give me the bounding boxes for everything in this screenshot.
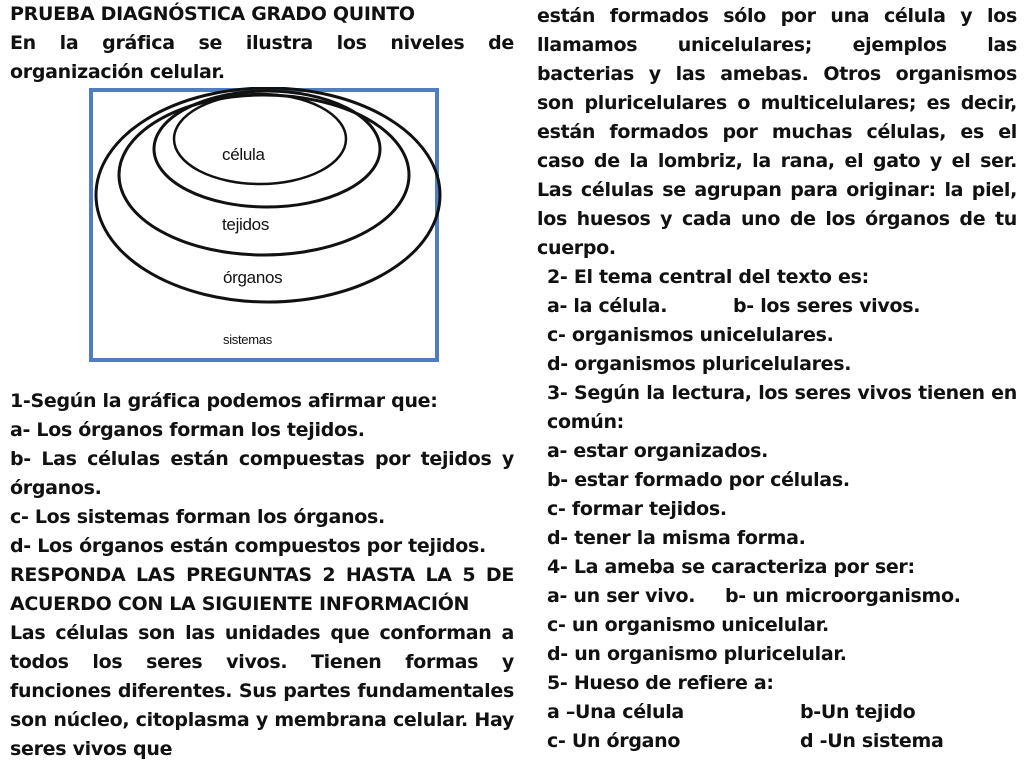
question2-prompt: 2- El tema central del texto es: bbox=[547, 266, 869, 288]
q4-option-c: c- un organismo unicelular. bbox=[547, 614, 829, 636]
left-column bbox=[10, 0, 514, 764]
systems-label: sistemas bbox=[223, 332, 272, 347]
organs-label: órganos bbox=[223, 268, 283, 287]
q1-option-c: c- Los sistemas forman los órganos. bbox=[10, 506, 385, 528]
question3-prompt: 3- Según la lectura, los seres vivos tienen en común: bbox=[547, 382, 1017, 433]
tissues-ellipse bbox=[154, 91, 380, 207]
q3-option-d: d- tener la misma forma. bbox=[547, 527, 806, 549]
cell-organization-diagram bbox=[10, 87, 514, 387]
q2-option-b: b- los seres vivos. bbox=[733, 295, 921, 317]
q5-options-cd bbox=[547, 727, 1017, 756]
reading-part1: Las células son las unidades que conforman a todos los seres vivos. Tienen formas y funciones diferentes. Sus partes fundamentales son núcleo, citoplasma y membrana celular. Hay seres vivos que bbox=[10, 622, 514, 760]
intro-text: En la gráfica se ilustra los niveles de organización celular. bbox=[10, 32, 514, 83]
q5-option-b: b-Un tejido bbox=[800, 701, 916, 723]
q4-option-d: d- un organismo pluricelular. bbox=[547, 643, 847, 665]
tissues-label: tejidos bbox=[222, 215, 270, 234]
page-title: PRUEBA DIAGNÓSTICA GRADO QUINTO bbox=[10, 3, 415, 25]
q5-option-d: d -Un sistema bbox=[800, 730, 944, 752]
instructions: RESPONDA LAS PREGUNTAS 2 HASTA LA 5 DE ACUERDO CON LA SIGUIENTE INFORMACIÓN bbox=[10, 564, 514, 615]
q2-options-ab bbox=[547, 292, 1017, 321]
q2-option-a: a- la célula. bbox=[547, 295, 668, 317]
q3-option-c: c- formar tejidos. bbox=[547, 498, 727, 520]
cell-ellipse bbox=[174, 94, 346, 184]
q2-option-d: d- organismos pluricelulares. bbox=[547, 353, 852, 375]
diagram-svg bbox=[10, 87, 514, 387]
q1-option-d: d- Los órganos están compuestos por tejidos. bbox=[10, 535, 486, 557]
q4-options-ab bbox=[547, 582, 1017, 611]
q1-option-b: b- Las células están compuestas por tejidos y órganos. bbox=[10, 448, 514, 499]
q5-option-a: a –Una célula bbox=[547, 701, 684, 723]
right-column bbox=[537, 2, 1017, 756]
q4-option-b: b- un microorganismo. bbox=[725, 585, 961, 607]
q3-option-b: b- estar formado por células. bbox=[547, 469, 850, 491]
q5-option-c: c- Un órgano bbox=[547, 730, 681, 752]
reading-part2: están formados sólo por una célula y los llamamos unicelulares; ejemplos las bacterias y las amebas. Otros organismos son pluricelulares o multicelulares; es decir, están formados por muchas células, es el caso de la lombriz, la rana, el gato y el ser. Las células se agrupan para originar: la piel, los huesos y cada uno de los órganos de tu cuerpo. bbox=[537, 5, 1017, 259]
question4-prompt: 4- La ameba se caracteriza por ser: bbox=[547, 556, 915, 578]
question1-prompt: 1-Según la gráfica podemos afirmar que: bbox=[10, 390, 438, 412]
question5-prompt: 5- Hueso de refiere a: bbox=[547, 672, 774, 694]
q1-option-a: a- Los órganos forman los tejidos. bbox=[10, 419, 365, 441]
q4-option-a: a- un ser vivo. bbox=[547, 585, 696, 607]
q2-option-c: c- organismos unicelulares. bbox=[547, 324, 834, 346]
q5-options-ab bbox=[547, 698, 1017, 727]
cell-label: célula bbox=[222, 145, 265, 164]
q3-option-a: a- estar organizados. bbox=[547, 440, 769, 462]
